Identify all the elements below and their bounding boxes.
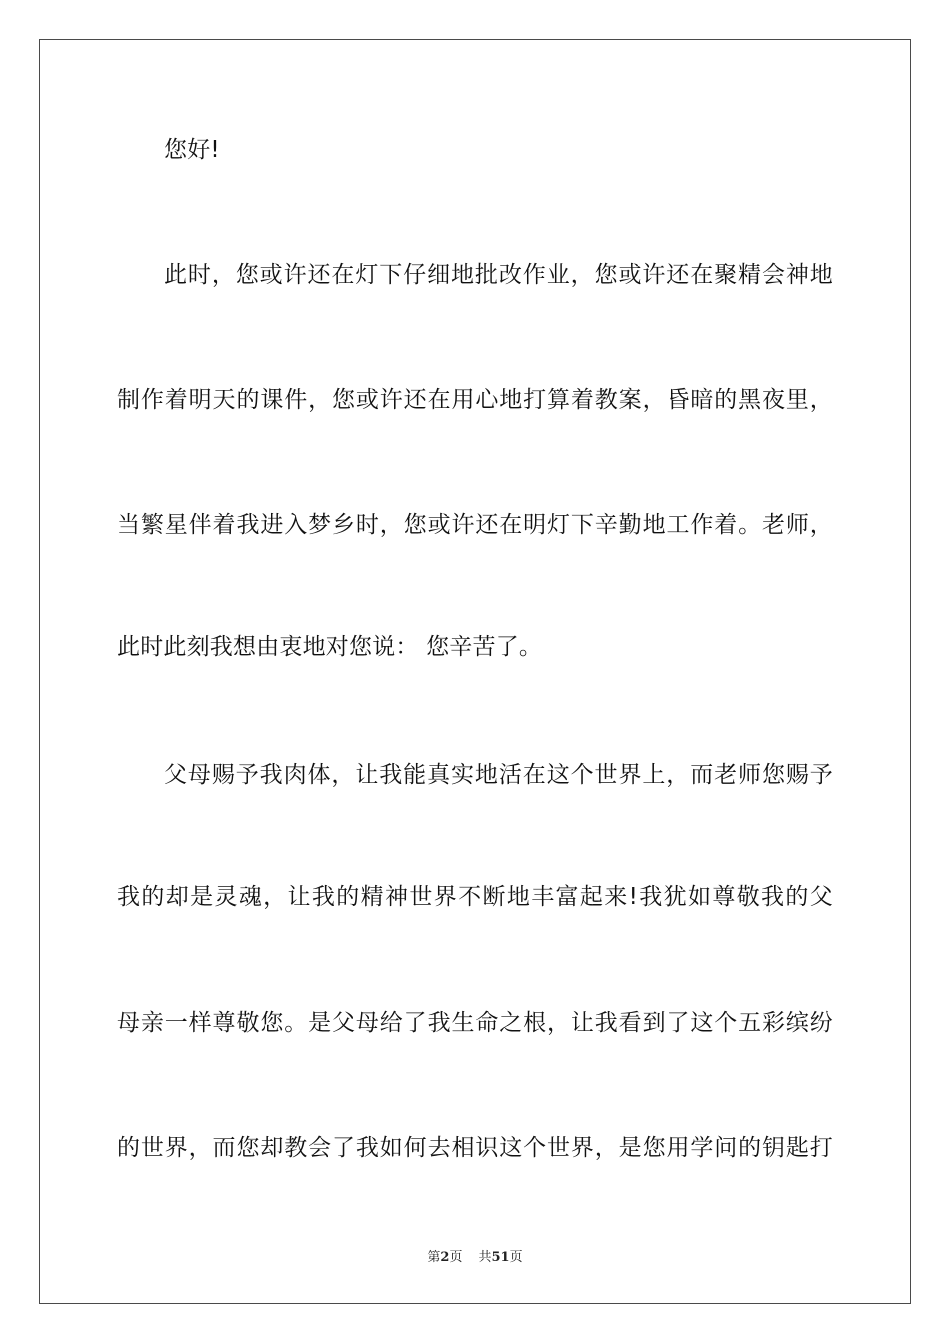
- paragraph-1-line-1: 此时，您或许还在灯下仔细地批改作业，您或许还在聚精会神地: [164, 262, 833, 288]
- paragraph-1-line-3: 当繁星伴着我进入梦乡时，您或许还在明灯下辛勤地工作着。老师，: [117, 512, 833, 538]
- paragraph-2-line-4: 的世界，而您却教会了我如何去相识这个世界，是您用学问的钥匙打: [117, 1135, 833, 1161]
- total-label-suffix: 页: [509, 1250, 523, 1265]
- page-border: [39, 39, 911, 1304]
- paragraph-2-line-2: 我的却是灵魂，让我的精神世界不断地丰富起来!我犹如尊敬我的父: [117, 884, 833, 910]
- greeting-line: 您好!: [164, 137, 220, 163]
- paragraph-2-line-3: 母亲一样尊敬您。是父母给了我生命之根，让我看到了这个五彩缤纷: [117, 1010, 833, 1036]
- total-label-prefix: 共: [478, 1250, 492, 1265]
- page-footer: [0, 1246, 950, 1265]
- total-page-count: 51: [491, 1250, 510, 1265]
- current-page-number: 2: [440, 1250, 450, 1265]
- paragraph-2-line-1: 父母赐予我肉体，让我能真实地活在这个世界上，而老师您赐予: [164, 762, 833, 788]
- page-label-suffix: 页: [449, 1250, 463, 1265]
- paragraph-1-line-4: 此时此刻我想由衷地对您说： 您辛苦了。: [117, 634, 543, 660]
- page-label-prefix: 第: [427, 1250, 441, 1265]
- paragraph-1-line-2: 制作着明天的课件，您或许还在用心地打算着教案，昏暗的黑夜里，: [117, 387, 833, 413]
